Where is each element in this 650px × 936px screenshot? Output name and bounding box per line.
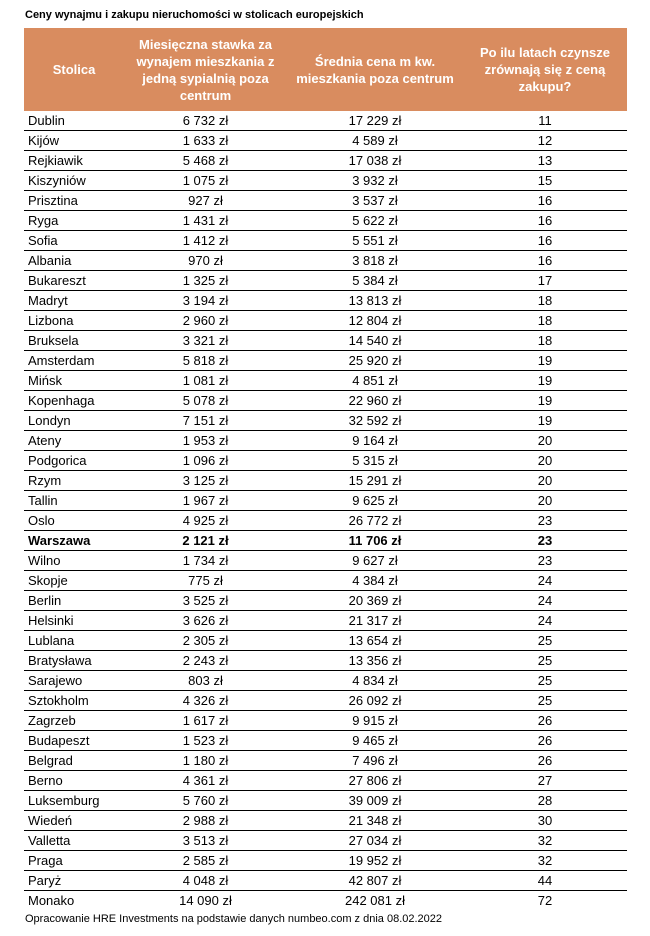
table-row <box>24 591 627 611</box>
cell-city: Skopje <box>24 571 124 591</box>
cell-years: 16 <box>463 211 627 231</box>
cell-price: 3 932 zł <box>287 171 463 191</box>
cell-years: 19 <box>463 391 627 411</box>
cell-price: 32 592 zł <box>287 411 463 431</box>
cell-years: 20 <box>463 471 627 491</box>
cell-city: Amsterdam <box>24 351 124 371</box>
cell-years: 26 <box>463 711 627 731</box>
cell-years: 19 <box>463 411 627 431</box>
table-row <box>24 551 627 571</box>
table-row <box>24 631 627 651</box>
cell-city: Tallin <box>24 491 124 511</box>
cell-city: Luksemburg <box>24 791 124 811</box>
cell-rent: 5 818 zł <box>124 351 287 371</box>
table-row <box>24 791 627 811</box>
table-row <box>24 671 627 691</box>
cell-years: 23 <box>463 511 627 531</box>
header-rent: Miesięczna stawka za wynajem mieszkania z jedną sypialnią poza centrum <box>124 28 287 111</box>
cell-city: Dublin <box>24 111 124 131</box>
table-row <box>24 231 627 251</box>
table-title: Ceny wynajmu i zakupu nieruchomości w stolicach europejskich <box>25 9 364 21</box>
table-row <box>24 151 627 171</box>
cell-city: Berno <box>24 771 124 791</box>
cell-price: 19 952 zł <box>287 851 463 871</box>
cell-city: Podgorica <box>24 451 124 471</box>
table-row <box>24 311 627 331</box>
cell-years: 20 <box>463 491 627 511</box>
table-row <box>24 251 627 271</box>
cell-price: 17 038 zł <box>287 151 463 171</box>
cell-price: 5 622 zł <box>287 211 463 231</box>
table-row <box>24 371 627 391</box>
cell-city: Oslo <box>24 511 124 531</box>
cell-years: 28 <box>463 791 627 811</box>
cell-years: 25 <box>463 651 627 671</box>
cell-price: 5 551 zł <box>287 231 463 251</box>
table-row <box>24 731 627 751</box>
table-row <box>24 331 627 351</box>
cell-rent: 3 513 zł <box>124 831 287 851</box>
cell-years: 25 <box>463 671 627 691</box>
cell-rent: 4 361 zł <box>124 771 287 791</box>
cell-rent: 1 075 zł <box>124 171 287 191</box>
cell-years: 30 <box>463 811 627 831</box>
rent-price-table <box>24 28 627 910</box>
cell-city: Sarajewo <box>24 671 124 691</box>
cell-price: 3 537 zł <box>287 191 463 211</box>
cell-city: Wilno <box>24 551 124 571</box>
cell-years: 19 <box>463 371 627 391</box>
cell-years: 25 <box>463 631 627 651</box>
cell-city: Rzym <box>24 471 124 491</box>
cell-years: 25 <box>463 691 627 711</box>
cell-price: 5 384 zł <box>287 271 463 291</box>
cell-years: 24 <box>463 591 627 611</box>
cell-years: 44 <box>463 871 627 891</box>
cell-city: Bukareszt <box>24 271 124 291</box>
cell-city: Rejkiawik <box>24 151 124 171</box>
cell-price: 39 009 zł <box>287 791 463 811</box>
cell-price: 13 654 zł <box>287 631 463 651</box>
cell-city: Zagrzeb <box>24 711 124 731</box>
cell-price: 5 315 zł <box>287 451 463 471</box>
table-row <box>24 711 627 731</box>
cell-city: Kiszyniów <box>24 171 124 191</box>
cell-years: 20 <box>463 451 627 471</box>
cell-rent: 3 194 zł <box>124 291 287 311</box>
cell-years: 16 <box>463 191 627 211</box>
cell-rent: 3 125 zł <box>124 471 287 491</box>
cell-rent: 2 305 zł <box>124 631 287 651</box>
cell-years: 12 <box>463 131 627 151</box>
cell-price: 14 540 zł <box>287 331 463 351</box>
cell-price: 15 291 zł <box>287 471 463 491</box>
cell-rent: 1 096 zł <box>124 451 287 471</box>
cell-city: Londyn <box>24 411 124 431</box>
cell-years: 11 <box>463 111 627 131</box>
table-row <box>24 131 627 151</box>
cell-city: Wiedeń <box>24 811 124 831</box>
cell-city: Mińsk <box>24 371 124 391</box>
cell-rent: 2 585 zł <box>124 851 287 871</box>
cell-rent: 7 151 zł <box>124 411 287 431</box>
cell-city: Albania <box>24 251 124 271</box>
cell-years: 32 <box>463 831 627 851</box>
cell-price: 9 915 zł <box>287 711 463 731</box>
table-row <box>24 871 627 891</box>
cell-rent: 5 468 zł <box>124 151 287 171</box>
table-row <box>24 531 627 551</box>
cell-city: Madryt <box>24 291 124 311</box>
cell-rent: 3 525 zł <box>124 591 287 611</box>
table-row <box>24 171 627 191</box>
source-note: Opracowanie HRE Investments na podstawie danych numbeo.com z dnia 08.02.2022 <box>25 913 443 925</box>
table-row <box>24 771 627 791</box>
cell-city: Belgrad <box>24 751 124 771</box>
cell-city: Ateny <box>24 431 124 451</box>
header-price: Średnia cena m kw. mieszkania poza centrum <box>287 28 463 111</box>
cell-city: Lublana <box>24 631 124 651</box>
cell-city: Praga <box>24 851 124 871</box>
cell-price: 7 496 zł <box>287 751 463 771</box>
cell-rent: 1 180 zł <box>124 751 287 771</box>
cell-rent: 927 zł <box>124 191 287 211</box>
cell-rent: 2 243 zł <box>124 651 287 671</box>
table-row <box>24 471 627 491</box>
cell-years: 23 <box>463 531 627 551</box>
table-row <box>24 211 627 231</box>
cell-price: 26 092 zł <box>287 691 463 711</box>
cell-rent: 1 633 zł <box>124 131 287 151</box>
cell-price: 11 706 zł <box>287 531 463 551</box>
cell-years: 17 <box>463 271 627 291</box>
cell-years: 13 <box>463 151 627 171</box>
cell-city: Helsinki <box>24 611 124 631</box>
cell-rent: 1 431 zł <box>124 211 287 231</box>
cell-price: 42 807 zł <box>287 871 463 891</box>
cell-rent: 1 412 zł <box>124 231 287 251</box>
cell-years: 18 <box>463 311 627 331</box>
cell-rent: 970 zł <box>124 251 287 271</box>
cell-city: Valletta <box>24 831 124 851</box>
cell-price: 3 818 zł <box>287 251 463 271</box>
table-row <box>24 511 627 531</box>
cell-price: 4 851 zł <box>287 371 463 391</box>
table-row <box>24 351 627 371</box>
table-row <box>24 571 627 591</box>
cell-rent: 1 967 zł <box>124 491 287 511</box>
cell-rent: 6 732 zł <box>124 111 287 131</box>
cell-years: 18 <box>463 291 627 311</box>
cell-years: 24 <box>463 571 627 591</box>
cell-years: 15 <box>463 171 627 191</box>
table-row <box>24 271 627 291</box>
cell-rent: 2 988 zł <box>124 811 287 831</box>
cell-years: 32 <box>463 851 627 871</box>
table-row <box>24 191 627 211</box>
table-row <box>24 851 627 871</box>
cell-rent: 803 zł <box>124 671 287 691</box>
table-row <box>24 691 627 711</box>
header-years: Po ilu latach czynsze zrównają się z ceną zakupu? <box>463 28 627 111</box>
cell-years: 24 <box>463 611 627 631</box>
cell-rent: 1 953 zł <box>124 431 287 451</box>
cell-rent: 1 325 zł <box>124 271 287 291</box>
cell-price: 12 804 zł <box>287 311 463 331</box>
cell-price: 9 465 zł <box>287 731 463 751</box>
cell-city: Sofia <box>24 231 124 251</box>
table-body <box>24 111 627 910</box>
cell-price: 9 627 zł <box>287 551 463 571</box>
cell-years: 19 <box>463 351 627 371</box>
cell-price: 27 034 zł <box>287 831 463 851</box>
cell-city: Paryż <box>24 871 124 891</box>
cell-years: 23 <box>463 551 627 571</box>
cell-city: Prisztina <box>24 191 124 211</box>
cell-price: 9 164 zł <box>287 431 463 451</box>
cell-rent: 4 925 zł <box>124 511 287 531</box>
table-row <box>24 811 627 831</box>
cell-years: 26 <box>463 731 627 751</box>
cell-rent: 1 523 zł <box>124 731 287 751</box>
table-row <box>24 651 627 671</box>
cell-price: 4 384 zł <box>287 571 463 591</box>
cell-price: 13 813 zł <box>287 291 463 311</box>
cell-city: Monako <box>28 893 75 908</box>
cell-city: Bruksela <box>24 331 124 351</box>
table-row <box>24 111 627 131</box>
cell-rent: 775 zł <box>124 571 287 591</box>
cell-price: 13 356 zł <box>287 651 463 671</box>
cell-years: 20 <box>463 431 627 451</box>
cell-city: Ryga <box>24 211 124 231</box>
table-row <box>24 491 627 511</box>
cell-city: Bratysława <box>24 651 124 671</box>
cell-city: Lizbona <box>24 311 124 331</box>
cell-rent: 1 617 zł <box>124 711 287 731</box>
cell-rent: 3 626 zł <box>124 611 287 631</box>
cell-price: 26 772 zł <box>287 511 463 531</box>
cell-years: 27 <box>463 771 627 791</box>
cell-price: 21 317 zł <box>287 611 463 631</box>
table-row <box>24 391 627 411</box>
header-row <box>24 28 627 111</box>
cell-rent: 2 960 zł <box>124 311 287 331</box>
cell-city: Kopenhaga <box>24 391 124 411</box>
cell-rent: 1 081 zł <box>124 371 287 391</box>
cell-price: 9 625 zł <box>287 491 463 511</box>
cell-price: 4 834 zł <box>287 671 463 691</box>
cell-price: 25 920 zł <box>287 351 463 371</box>
cell-price: 22 960 zł <box>287 391 463 411</box>
cell-price: 21 348 zł <box>287 811 463 831</box>
cell-city: Budapeszt <box>24 731 124 751</box>
cell-rent: 4 048 zł <box>124 871 287 891</box>
cell-years: 16 <box>463 251 627 271</box>
cell-rent: 3 321 zł <box>124 331 287 351</box>
cell-rent: 1 734 zł <box>124 551 287 571</box>
cell-price: 17 229 zł <box>287 111 463 131</box>
cell-price: 27 806 zł <box>287 771 463 791</box>
cell-years: 18 <box>463 331 627 351</box>
cell-price: 20 369 zł <box>287 591 463 611</box>
table-row <box>24 831 627 851</box>
cell-city: Berlin <box>24 591 124 611</box>
table-row <box>24 411 627 431</box>
cell-city: Kijów <box>24 131 124 151</box>
cell-years: 26 <box>463 751 627 771</box>
table-row <box>24 611 627 631</box>
cell-price: 242 081 zł <box>345 893 405 908</box>
header-city: Stolica <box>24 28 124 111</box>
table-row <box>24 451 627 471</box>
table-row <box>24 431 627 451</box>
cell-price: 4 589 zł <box>287 131 463 151</box>
cell-years: 72 <box>537 893 553 908</box>
cell-rent: 2 121 zł <box>124 531 287 551</box>
cell-city: Sztokholm <box>24 691 124 711</box>
cell-rent: 5 760 zł <box>124 791 287 811</box>
cell-rent: 5 078 zł <box>124 391 287 411</box>
table-row <box>24 751 627 771</box>
cell-rent: 4 326 zł <box>124 691 287 711</box>
table-row <box>24 291 627 311</box>
cell-city: Warszawa <box>24 531 124 551</box>
cell-rent: 14 090 zł <box>179 893 232 908</box>
table-row <box>24 891 627 911</box>
cell-years: 16 <box>463 231 627 251</box>
